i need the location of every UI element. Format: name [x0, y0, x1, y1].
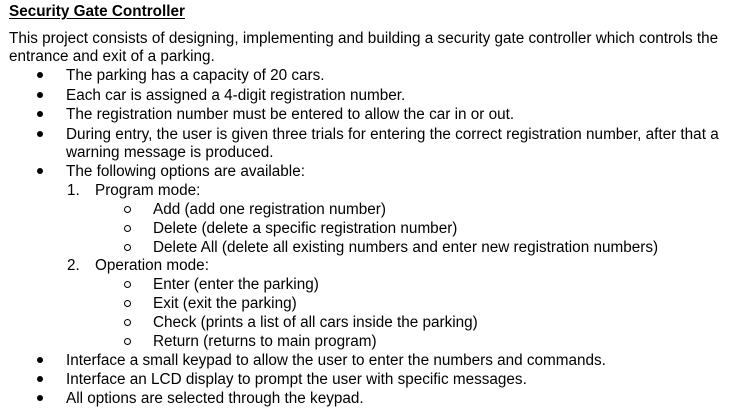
bullet-item: The following options are available:: [66, 163, 305, 180]
mode-label: Operation mode:: [95, 257, 209, 274]
mode-label: Program mode:: [95, 182, 201, 199]
circle-bullet-icon: [124, 244, 131, 251]
circle-bullet-icon: [124, 319, 131, 326]
bullet-item: Interface an LCD display to prompt the user with specific messages.: [66, 371, 527, 388]
intro-line-1: This project consists of designing, implementing and building a security gate controller which controls the: [9, 30, 719, 47]
bullet-icon: [37, 357, 43, 363]
mode-option: Delete All (delete all existing numbers and enter new registration numbers): [153, 239, 659, 256]
bullet-icon: [37, 395, 43, 401]
bullet-icon: [37, 131, 43, 137]
bullet-item: Interface a small keypad to allow the user to enter the numbers and commands.: [66, 352, 606, 369]
bullet-icon: [37, 111, 43, 117]
bullet-item: The registration number must be entered to allow the car in or out.: [66, 106, 515, 123]
mode-option: Delete (delete a specific registration number): [153, 220, 458, 237]
bullet-item: All options are selected through the keypad.: [66, 390, 364, 407]
mode-option: Exit (exit the parking): [153, 295, 297, 312]
circle-bullet-icon: [124, 338, 131, 345]
mode-option: Return (returns to main program): [153, 333, 377, 350]
circle-bullet-icon: [124, 206, 131, 213]
bullet-item: During entry, the user is given three trials for entering the correct registration number, after that a: [66, 126, 719, 143]
bullet-icon: [37, 376, 43, 382]
circle-bullet-icon: [124, 300, 131, 307]
bullet-item: Each car is assigned a 4-digit registration number.: [66, 87, 406, 104]
bullet-item: The parking has a capacity of 20 cars.: [66, 67, 325, 84]
circle-bullet-icon: [124, 225, 131, 232]
mode-option: Check (prints a list of all cars inside the parking): [153, 314, 478, 331]
bullet-icon: [37, 72, 43, 78]
mode-option: Enter (enter the parking): [153, 276, 319, 293]
mode-option: Add (add one registration number): [153, 201, 386, 218]
mode-number: 2.: [67, 257, 80, 274]
intro-line-2: entrance and exit of a parking.: [9, 48, 215, 65]
bullet-icon: [37, 168, 43, 174]
circle-bullet-icon: [124, 281, 131, 288]
document-title: Security Gate Controller: [9, 3, 185, 20]
mode-number: 1.: [67, 182, 80, 199]
bullet-item-continuation: warning message is produced.: [66, 144, 274, 161]
bullet-icon: [37, 92, 43, 98]
